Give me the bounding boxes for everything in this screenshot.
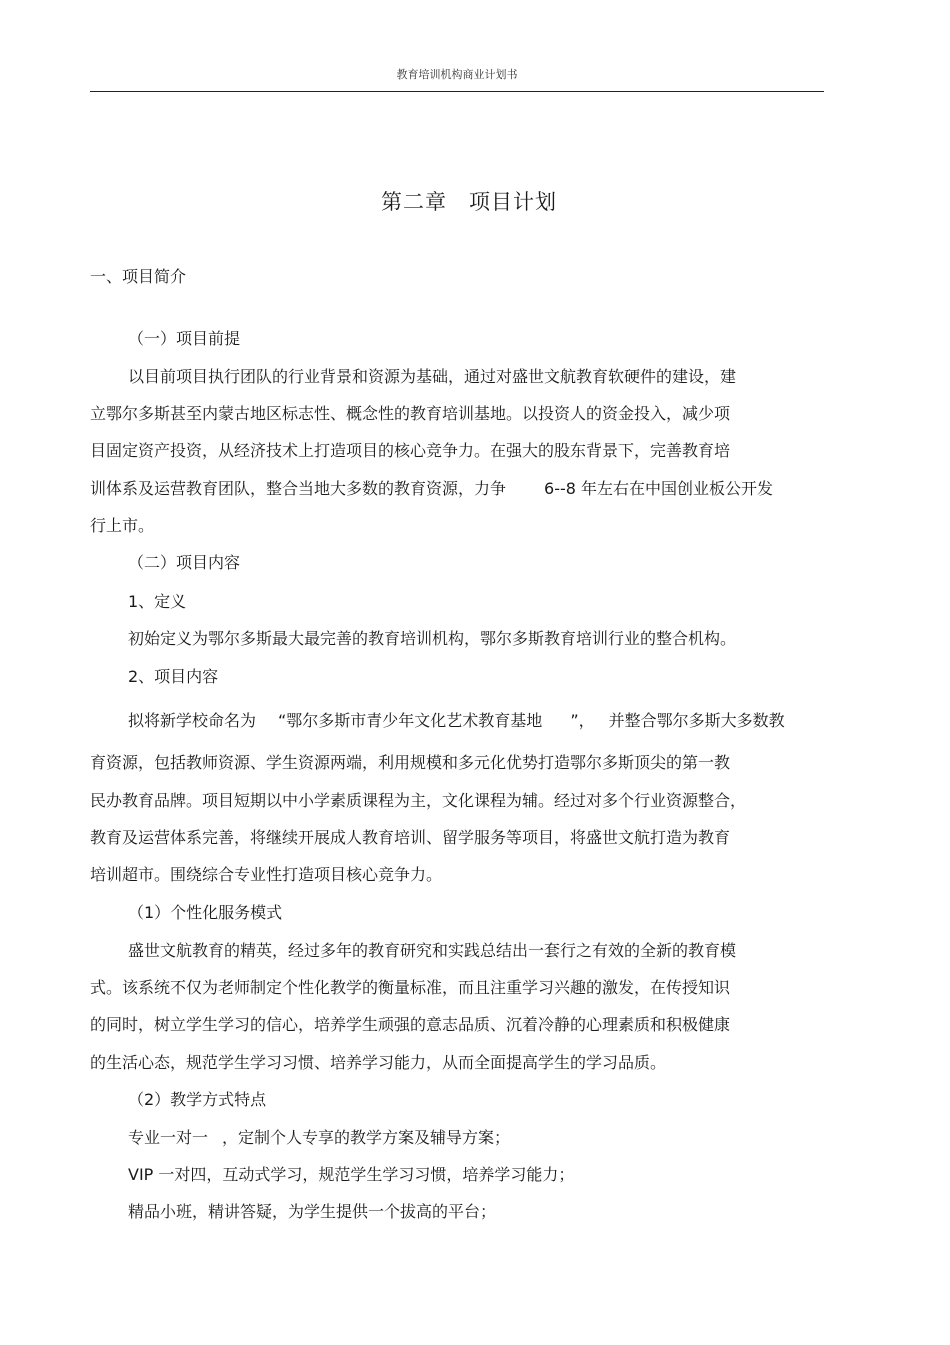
paragraph-line	[90, 478, 773, 500]
paragraph-line: 式。该系统不仅为老师制定个性化教学的衡量标准，而且注重学习兴趣的激发，在传授知识	[90, 978, 731, 997]
paragraph-line: 盛世文航教育的精英，经过多年的教育研究和实践总结出一套行之有效的全新的教育模	[128, 941, 737, 960]
paragraph-line: 教育及运营体系完善，将继续开展成人教育培训、留学服务等项目，将盛世文航打造为教育	[90, 828, 731, 847]
paragraph-line: 的同时，树立学生学习的信心，培养学生顽强的意志品质、沉着冷静的心理素质和积极健康	[90, 1015, 731, 1034]
paragraph-line: 育资源，包括教师资源、学生资源两端，利用规模和多元化优势打造鄂尔多斯顶尖的第一教	[90, 753, 731, 772]
paragraph-line: 行上市。	[90, 516, 155, 535]
paragraph-text: 并整合鄂尔多斯大多数教	[608, 711, 785, 730]
paragraph-line: 目固定资产投资，从经济技术上打造项目的核心竞争力。在强大的股东背景下，完善教育培	[90, 441, 731, 460]
paragraph-line: 的生活心态，规范学生学习习惯、培养学习能力，从而全面提高学生的学习品质。	[90, 1053, 667, 1072]
list-text: 专业一对一	[128, 1128, 209, 1147]
paragraph-line: 初始定义为鄂尔多斯最大最完善的教育培训机构，鄂尔多斯教育培训行业的整合机构。	[128, 629, 737, 648]
paragraph-text: 拟将新学校命名为	[128, 711, 257, 730]
running-header: 教育培训机构商业计划书	[396, 68, 518, 81]
list-text: ，定制个人专享的教学方案及辅导方案；	[222, 1128, 511, 1147]
item-heading: 2、项目内容	[128, 667, 219, 686]
list-line: VIP 一对四，互动式学习，规范学生学习习惯，培养学习能力；	[128, 1165, 575, 1184]
paragraph-line: 培训超市。围绕综合专业性打造项目核心竞争力。	[90, 865, 443, 884]
list-line	[128, 1127, 510, 1149]
list-line: 精品小班，精讲答疑，为学生提供一个拔高的平台；	[128, 1202, 497, 1221]
paragraph-line: 立鄂尔多斯甚至内蒙古地区标志性、概念性的教育培训基地。以投资人的资金投入，减少项	[90, 404, 731, 423]
paragraph-line	[128, 710, 785, 732]
point-heading: （1）个性化服务模式	[128, 903, 283, 922]
header-rule	[90, 91, 824, 92]
chapter-title: 第二章 项目计划	[381, 190, 557, 214]
item-heading: 1、定义	[128, 592, 187, 611]
point-heading: （2）教学方式特点	[128, 1090, 267, 1109]
subsection-heading: （一）项目前提	[128, 329, 241, 348]
section-heading: 一、项目简介	[90, 267, 187, 286]
paragraph-text: 训体系及运营教育团队，整合当地大多数的教育资源，力争	[90, 479, 507, 498]
quote-close: ”，	[570, 711, 595, 730]
paragraph-line: 以目前项目执行团队的行业背景和资源为基础，通过对盛世文航教育软硬件的建设，建	[128, 367, 737, 386]
subsection-heading: （二）项目内容	[128, 553, 241, 572]
paragraph-text: 6--8 年左右在中国创业板公开发	[544, 479, 774, 498]
paragraph-line: 民办教育品牌。项目短期以中小学素质课程为主，文化课程为辅。经过对多个行业资源整合，	[90, 791, 747, 810]
school-name: “鄂尔多斯市青少年文化艺术教育基地	[278, 711, 543, 730]
